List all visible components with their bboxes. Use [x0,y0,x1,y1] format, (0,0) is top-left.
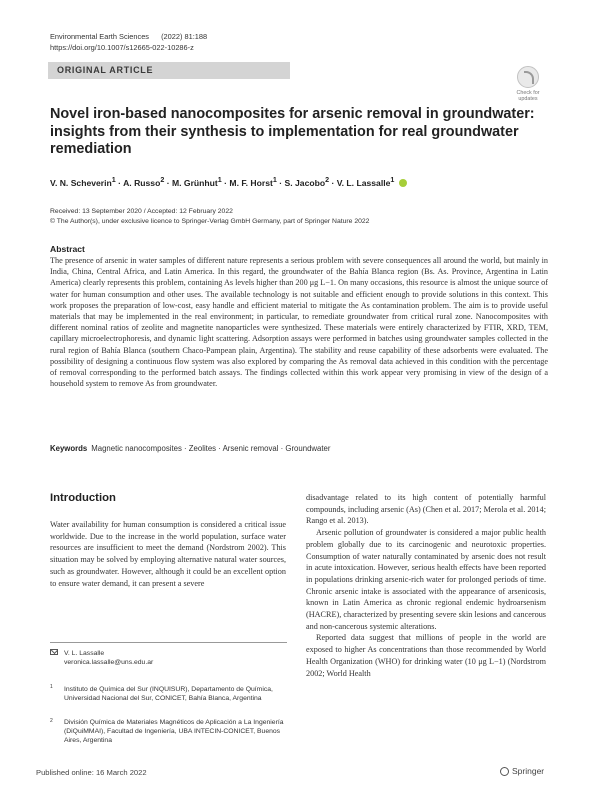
publisher-logo [500,766,544,776]
abstract-heading: Abstract [50,244,85,254]
keywords-label: Keywords [50,444,88,453]
paragraph: Arsenic pollution of groundwater is considered a major public health problem globally due to its carcinogenic and neurotoxic properties. Consumption of water naturally contaminated by arsenic does not result in acute intoxication. However, serious health effects have been reported in populations drinking arsenic-rich water for prolonged periods of time. Chronic arsenic intake is associated with the appearance of arsenicosis, known in Latin America as chronic regional endemic hydroarsenism (HACRE), characterized by presenting severe skin lesions and cancerous and non-cancerous systemic alterations. [306,528,546,631]
doi-link[interactable]: https://doi.org/10.1007/s12665-022-10286-z [50,43,194,52]
keywords [50,444,330,453]
affiliation-2: División Química de Materiales Magnéticos de Aplicación a La Ingeniería (DiQuiMMAI), Facultad de Ingeniería, UBA INTECIN-CONICET, Buenos Aires, Argentina [64,719,284,744]
envelope-icon [50,649,58,655]
updates-icon [517,66,539,88]
correspondence-email[interactable]: veronica.lassalle@uns.edu.ar [64,659,154,666]
author-name[interactable]: S. Jacobo [284,177,326,188]
received-dates: Received: 13 September 2020 / Accepted: 12 February 2022 [50,208,233,215]
correspondence [64,649,153,667]
orcid-icon[interactable] [399,179,407,187]
intro-column-2 [306,492,546,679]
correspondence-name: V. L. Lassalle [64,650,105,657]
affiliation-number: 2 [50,718,53,724]
author-name[interactable]: V. L. Lassalle [336,177,391,188]
journal-citation: (2022) 81:188 [161,32,208,41]
article-type-banner [48,62,290,79]
intro-column-1: Water availability for human consumption is considered a critical issue worldwide. Due to the increase in the world population, surface water resources are insufficient to meet the demand (Nordstrom 2002). This situation may be solved by employing alternative natural water sources, such as groundwater. However, although it could be an excellent option to ensure water demand, it can present a severe [50,520,286,588]
copyright-line: © The Author(s), under exclusive licence to Springer-Verlag GmbH Germany, part of Springer Nature 2022 [50,218,370,225]
springer-horse-icon [500,767,509,776]
published-online: Published online: 16 March 2022 [36,768,147,777]
keywords-text: Magnetic nanocomposites · Zeolites · Arsenic removal · Groundwater [91,444,331,453]
check-for-updates-badge[interactable] [511,66,545,106]
introduction-heading: Introduction [50,492,116,504]
affiliation-number: 1 [50,684,53,690]
paragraph: disadvantage related to its high content of potentially harmful compounds, including arsenic (As) (Chen et al. 2017; Merola et al. 2014; Rango et al. 2013). [306,493,546,526]
journal-name: Environmental Earth Sciences [50,32,150,41]
publisher-name: Springer [512,766,545,776]
author-name[interactable]: V. N. Scheverin [50,177,112,188]
author-name[interactable]: A. Russo [123,177,161,188]
author-name[interactable]: M. F. Horst [229,177,273,188]
journal-header [50,32,217,41]
article-title: Novel iron-based nanocomposites for arsenic removal in groundwater: insights from their synthesis to implementation for real groundwater remediation [50,106,535,157]
author-list: V. N. Scheverin$^1$ · A. Russo$^2$ · M. Grünhut$^1$ · M. F. Horst$^1$ · S. Jacobo$^2$ · V. L. Lassalle$^1$ [50,176,407,188]
footnote-divider [50,642,287,643]
paragraph: Reported data suggest that millions of people in the world are exposed to higher As concentrations than those recommended by World Health Organization (WHO) for drinking water (10 μg L−1) (Nordstrom 2002; World Health [306,633,546,678]
article-type-label: ORIGINAL ARTICLE [57,65,154,75]
affiliation-1: Instituto de Química del Sur (INQUISUR), Departamento de Química, Universidad Nacional del Sur, CONICET, Bahía Blanca, Argentina [64,686,273,702]
updates-label: Check for updates [516,90,540,102]
abstract-text: The presence of arsenic in water samples of different nature represents a serious problem with severe consequences all around the world, but mainly in India, China, Central Africa, and Latin America. In this regard, the groundwater of the Bahía Blanca region (Bs. As. Province, Argentina in Latin America) clearly represents this problem, containing As levels higher than 200 μg L−1. On many occasions, this resource is almost the unique source of water for human consumption and other uses. The available technology is not suitable and efficient enough to provide solutions in this context. This work proposes the preparation of low-cost, easy handle and efficient material to mitigate the As contamination problem. The aim is to provide useful materials that may be implemented in the real environment; in particular, to remediate groundwater from critical rural zone. Nanocomposites with different nominal ratios of zeolite and magnetite nanoparticles were synthesized. These materials were entirely characterized by FTIR, XRD, TEM, capillary microelectrophoresis, and dynamic light scattering. Adsorption assays were performed in batches using groundwater samples collected in the rural region of Bahía Blanca (southern Chaco-Pampean plain, Argentina). The stability and reuse capability of these adsorbents were evaluated. The possibility of designing a continuous flow system was also explored by comparing the As removal data achieved in this condition with the percentage of removal corresponding to the performed batch assays. The findings collected within this work appear very promising in view of the design of a household system to remove As from groundwater. [50,256,548,389]
author-name[interactable]: M. Grünhut [171,177,218,188]
